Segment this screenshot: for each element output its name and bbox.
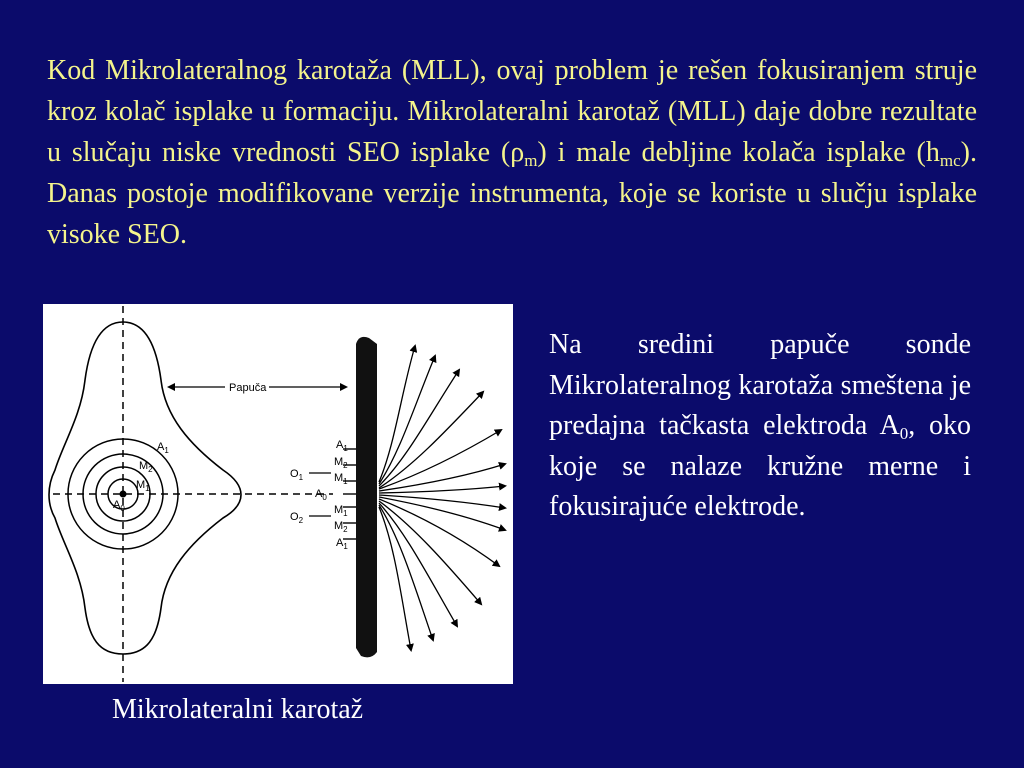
mll-diagram-svg — [43, 304, 513, 684]
description-text-1: Na sredini papuče sonde Mikrolateralnog karotaža smeštena je predajna tačkasta elektroda A — [549, 329, 971, 441]
mll-diagram — [43, 304, 513, 684]
intro-paragraph — [47, 50, 977, 255]
side-label-m2-bottom: $M_2$ — [334, 520, 348, 534]
h-subscript: mc — [939, 151, 961, 170]
side-label-a0: $A_0$ — [315, 488, 327, 502]
intro-text-1: Kod Mikrolateralnog karotaža (MLL), ovaj problem je rešen fokusiranjem struje kroz kolač isplake u formaciju. Mikrolateralni karotaž (MLL) daje dobre rezultate u slučaju niske vrednosti SEO isplake (ρ — [47, 55, 977, 168]
intro-text-3: ). Danas postoje modifikovane verzije instrumenta, koje se koriste u slučju isplake visoke SEO. — [47, 137, 977, 250]
o1-label: $O_1$ — [290, 468, 304, 482]
side-label-m1-bottom: $M_1$ — [334, 504, 348, 518]
figure-caption: Mikrolateralni karotaž — [112, 694, 364, 725]
pad-side-view — [356, 337, 377, 657]
a0-subscript: 0 — [899, 424, 909, 443]
description-paragraph — [549, 325, 971, 528]
ring-label-m2: $M_2$ — [139, 460, 153, 474]
pad-label: Papuča — [229, 382, 267, 394]
side-label-a1-top: $A_1$ — [336, 439, 348, 453]
rho-subscript: m — [524, 151, 538, 170]
ring-label-m1: $M_1$ — [136, 479, 150, 493]
side-label-a1-bottom: $A_1$ — [336, 537, 348, 551]
side-label-m2-top: $M_2$ — [334, 456, 348, 470]
side-label-m1-top: $M_1$ — [334, 472, 348, 486]
ring-label-a0: $A_0$ — [113, 499, 125, 513]
intro-text-2: ) i male debljine kolača isplake (h — [537, 137, 940, 168]
electrode-a0-point — [120, 491, 127, 498]
current-lines — [379, 346, 505, 650]
description-text-2: , oko koje se nalaze kružne merne i fokusirajuće elektrode. — [549, 410, 971, 522]
o2-label: $O_2$ — [290, 511, 304, 525]
ring-label-a1: $A_1$ — [157, 441, 169, 455]
